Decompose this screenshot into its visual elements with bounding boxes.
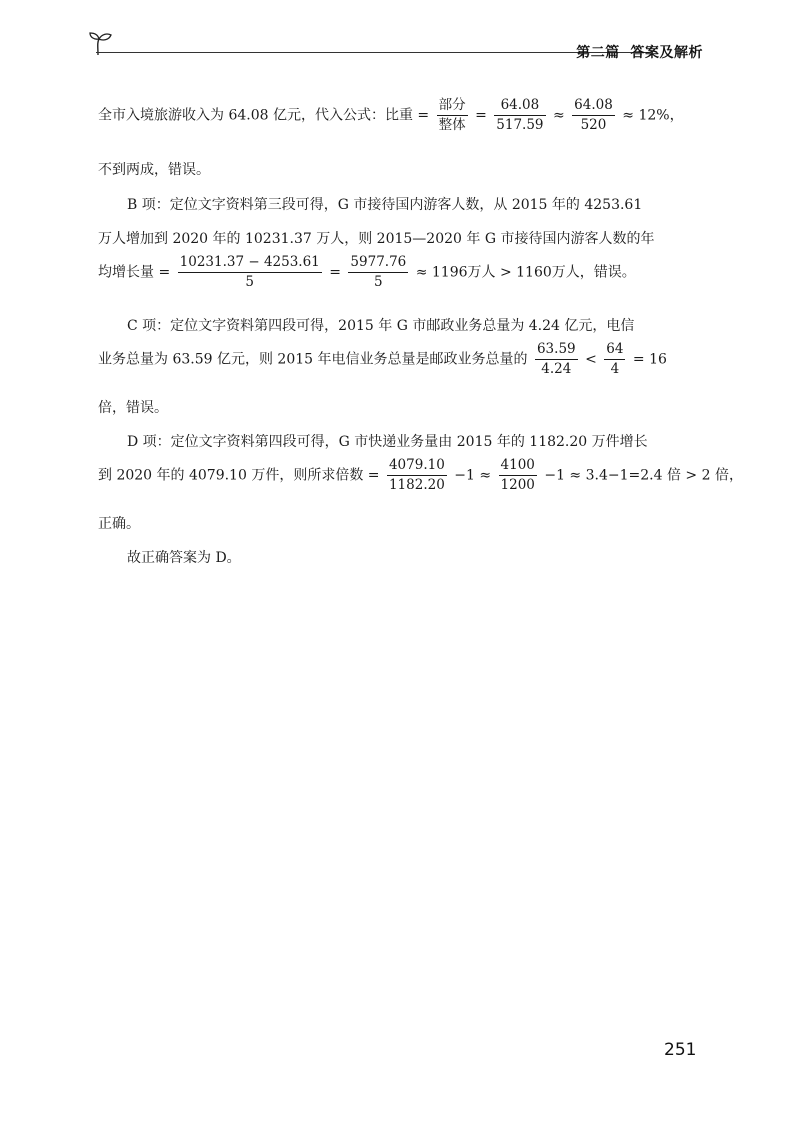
fraction-63-4: $\frac{63.59}{4.24}$ xyxy=(536,341,576,377)
fraction-tourist-diff: $\frac{10231.37 - 4253.61}{5}$ xyxy=(179,254,320,290)
fraction-4079-1182: $\frac{4079.10}{1182.20}$ xyxy=(388,457,445,493)
fraction-64-520: $\frac{64.08}{520}$ xyxy=(574,97,613,133)
fraction-64-517: $\frac{64.08}{517.59}$ xyxy=(496,97,544,133)
p4-line2: 到 2020 年的 4079.10 万件，则所求倍数 = $\frac{4079.10}{1182.20}$ −1 ≈ $\frac{4100}{1200}$ −1 ≈ 3.4−1=2.4 倍 > 2 倍， xyxy=(98,457,743,493)
page-number: 251 xyxy=(664,1040,697,1060)
running-header xyxy=(88,30,703,70)
p2-line1: B 项：定位文字资料第三段可得，G 市接待国内游客人数，从 2015 年的 4253.61 xyxy=(127,197,643,213)
p3-line3: 倍，错误。 xyxy=(98,400,168,416)
p2-line3: 均增长量 = $\frac{10231.37 - 4253.61}{5}$ = $\frac{5977.76}{5}$ ≈ 1196万人 > 1160万人，错误。 xyxy=(98,254,636,290)
p3-line1: C 项：定位文字资料第四段可得，2015 年 G 市邮政业务总量为 4.24 亿元，电信 xyxy=(127,318,635,334)
solution-text xyxy=(98,96,743,570)
header-subtitle: 答案及解析 xyxy=(630,45,703,61)
fraction-5977: $\frac{5977.76}{5}$ xyxy=(350,254,407,290)
p4-line1: D 项：定位文字资料第四段可得，G 市快递业务量由 2015 年的 1182.20 万件增长 xyxy=(127,434,648,450)
p2-line2: 万人增加到 2020 年的 10231.37 万人，则 2015—2020 年 G 市接待国内游客人数的年 xyxy=(98,231,655,247)
fraction-64-4: $\frac{64}{4}$ xyxy=(606,341,624,377)
p3-line2: 业务总量为 63.59 亿元，则 2015 年电信业务总量是邮政业务总量的 $\frac{63.59}{4.24}$ < $\frac{64}{4}$ = 16 xyxy=(98,341,667,377)
header-section: 第二篇 xyxy=(576,45,620,61)
conclusion: 故正确答案为 D。 xyxy=(127,550,241,566)
p1-line2: 不到两成，错误。 xyxy=(98,162,210,178)
header-title xyxy=(576,42,703,62)
header-rule xyxy=(96,52,651,53)
p1-line1: 全市入境旅游收入为 64.08 亿元，代入公式：比重 = $\frac{\text{部分}}{\text{整体}}$ = $\frac{64.08}{517.59}$ ≈ $\frac{64.08}{520}$ ≈ 12%， xyxy=(98,97,684,133)
p4-line3: 正确。 xyxy=(98,516,140,532)
fraction-part-whole: $\frac{\text{部分}}{\text{整体}}$ xyxy=(438,97,466,133)
fraction-4100-1200: $\frac{4100}{1200}$ xyxy=(500,457,535,493)
